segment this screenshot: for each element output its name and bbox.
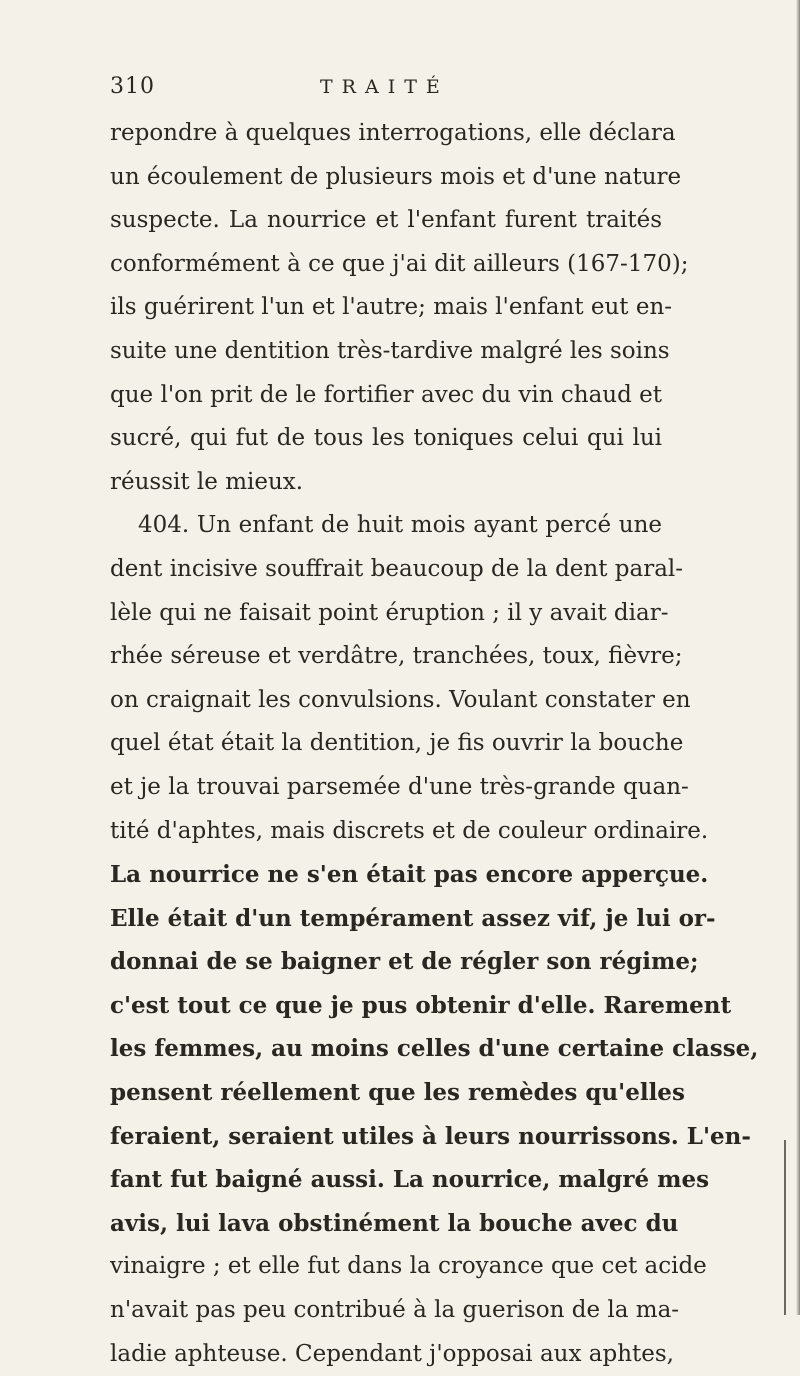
text-line-4: conformément à ce que j'ai dit ailleurs (167-170); xyxy=(110,250,689,277)
text-line-29: ladie aphteuse. Cependant j'opposai aux aphtes, xyxy=(110,1340,674,1367)
text-line-7: que l'on prit de le fortifier avec du vin chaud et xyxy=(110,381,662,408)
text-line-1: repondre à quelques interrogations, elle déclara xyxy=(110,120,676,146)
text-line-27: vinaigre ; et elle fut dans la croyance que cet acide xyxy=(110,1253,707,1280)
text-line-10: 404. Un enfant de huit mois ayant percé une xyxy=(138,512,662,539)
text-line-25: fant fut baigné aussi. La nourrice, malgré mes xyxy=(110,1166,710,1194)
page-edge-line xyxy=(784,1140,786,1315)
text-line-6: suite une dentition très-tardive malgré les soins xyxy=(110,337,670,364)
text-line-15: quel état était la dentition, je fis ouvrir la bouche xyxy=(110,730,684,757)
text-line-23: pensent réellement que les remèdes qu'elles xyxy=(110,1079,685,1107)
page-header xyxy=(110,74,670,104)
text-line-19: Elle était d'un tempérament assez vif, je lui or- xyxy=(110,904,716,932)
text-line-18: La nourrice ne s'en était pas encore apperçue. xyxy=(110,861,709,889)
text-line-20: donnai de se baigner et de régler son régime; xyxy=(110,948,699,976)
text-line-22: les femmes, au moins celles d'une certaine classe, xyxy=(110,1035,759,1063)
text-line-28: n'avait pas peu contribué à la guerison de la ma- xyxy=(110,1297,680,1324)
running-head: TRAITÉ xyxy=(320,76,449,98)
text-line-13: rhée séreuse et verdâtre, tranchées, toux, fièvre; xyxy=(110,643,683,670)
page-number: 310 xyxy=(110,74,155,99)
text-line-2: un écoulement de plusieurs mois et d'une nature xyxy=(110,163,682,190)
page-edge-shadow xyxy=(796,0,800,1315)
text-line-24: feraient, seraient utiles à leurs nourrissons. L'en- xyxy=(110,1122,751,1150)
text-line-21: c'est tout ce que je pus obtenir d'elle. Rarement xyxy=(110,991,732,1019)
body-text xyxy=(110,112,759,1376)
text-line-9: réussit le mieux. xyxy=(110,468,304,495)
text-line-14: on craignait les convulsions. Voulant constater en xyxy=(110,686,691,713)
text-line-8: sucré, qui fut de tous les toniques celui qui lui xyxy=(110,425,662,452)
text-line-26: avis, lui lava obstinément la bouche avec du xyxy=(110,1209,679,1237)
text-line-5: ils guérirent l'un et l'autre; mais l'enfant eut en- xyxy=(110,294,673,321)
text-line-11: dent incisive souffrait beaucoup de la dent paral- xyxy=(110,555,684,582)
text-line-12: lèle qui ne faisait point éruption ; il y avait diar- xyxy=(110,599,669,626)
text-line-3: suspecte. La nourrice et l'enfant furent traités xyxy=(110,207,662,234)
text-line-17: tité d'aphtes, mais discrets et de couleur ordinaire. xyxy=(110,817,709,844)
text-line-16: et je la trouvai parsemée d'une très-grande quan- xyxy=(110,773,689,800)
